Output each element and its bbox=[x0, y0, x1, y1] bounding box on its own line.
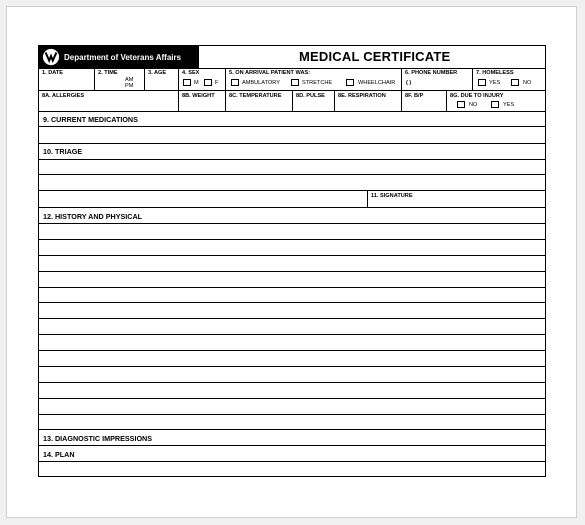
arrival-ambulatory-checkbox[interactable] bbox=[231, 79, 239, 86]
ruled-line bbox=[39, 350, 545, 351]
age-label: 3. AGE bbox=[148, 70, 167, 76]
ruled-line bbox=[39, 271, 545, 272]
respiration-field[interactable] bbox=[335, 91, 402, 112]
ruled-line bbox=[39, 174, 545, 175]
ruled-line bbox=[39, 255, 545, 256]
signature-label: 11. SIGNATURE bbox=[371, 193, 413, 199]
ruled-line bbox=[39, 366, 545, 367]
injury-label: 8G. DUE TO INJURY bbox=[450, 93, 504, 99]
sex-m-label: M bbox=[194, 80, 199, 86]
medical-certificate-form bbox=[38, 45, 546, 477]
arrival-wheelchair-checkbox[interactable] bbox=[346, 79, 354, 86]
sex-label: 4. SEX bbox=[182, 70, 200, 76]
sex-f-checkbox[interactable] bbox=[204, 79, 212, 86]
ruled-line bbox=[39, 461, 545, 462]
temperature-label: 8C. TEMPERATURE bbox=[229, 93, 282, 99]
injury-field bbox=[447, 91, 546, 112]
medications-heading: 9. CURRENT MEDICATIONS bbox=[43, 115, 138, 124]
ruled-line bbox=[39, 207, 545, 208]
va-seal-icon bbox=[42, 48, 60, 66]
pulse-field[interactable] bbox=[293, 91, 335, 112]
injury-yes-label: YES bbox=[503, 102, 515, 108]
phone-area-code: ( ) bbox=[406, 80, 412, 86]
weight-label: 8B. WEIGHT bbox=[182, 93, 215, 99]
sex-m-checkbox[interactable] bbox=[183, 79, 191, 86]
time-label: 2. TIME bbox=[98, 70, 118, 76]
injury-no-checkbox[interactable] bbox=[457, 101, 465, 108]
bp-field[interactable] bbox=[402, 91, 447, 112]
ruled-line bbox=[39, 223, 545, 224]
arrival-ambulatory-label: AMBULATORY bbox=[242, 80, 280, 86]
plan-heading: 14. PLAN bbox=[43, 450, 75, 459]
injury-yes-checkbox[interactable] bbox=[491, 101, 499, 108]
form-header bbox=[39, 46, 545, 69]
homeless-no-label: NO bbox=[523, 80, 532, 86]
allergies-label: 8A. ALLERGIES bbox=[42, 93, 85, 99]
ruled-line bbox=[39, 143, 545, 144]
ruled-line bbox=[39, 239, 545, 240]
ruled-line bbox=[39, 159, 545, 160]
date-field[interactable] bbox=[39, 68, 95, 91]
homeless-yes-checkbox[interactable] bbox=[478, 79, 486, 86]
allergies-field[interactable] bbox=[39, 91, 179, 112]
arrival-wheelchair-label: WHEELCHAIR bbox=[358, 80, 396, 86]
ruled-line bbox=[39, 382, 545, 383]
agency-banner bbox=[39, 46, 199, 68]
homeless-label: 7. HOMELESS bbox=[476, 70, 514, 76]
arrival-field bbox=[226, 68, 402, 91]
homeless-field bbox=[473, 68, 546, 91]
respiration-label: 8E. RESPIRATION bbox=[338, 93, 386, 99]
diagnostic-heading: 13. DIAGNOSTIC IMPRESSIONS bbox=[43, 434, 153, 443]
ruled-line bbox=[39, 126, 545, 127]
ruled-line bbox=[39, 429, 545, 430]
ruled-line bbox=[39, 287, 545, 288]
ruled-line bbox=[39, 445, 545, 446]
homeless-no-checkbox[interactable] bbox=[511, 79, 519, 86]
arrival-stretcher-checkbox[interactable] bbox=[291, 79, 299, 86]
arrival-stretcher-label: STRETCHE bbox=[302, 80, 333, 86]
date-label: 1. DATE bbox=[42, 70, 64, 76]
column-divider bbox=[367, 190, 368, 207]
bp-label: 8F. B/P bbox=[405, 93, 424, 99]
sex-field bbox=[179, 68, 226, 91]
history-heading: 12. HISTORY AND PHYSICAL bbox=[43, 212, 143, 221]
ruled-line bbox=[39, 318, 545, 319]
sex-f-label: F bbox=[215, 80, 219, 86]
triage-heading: 10. TRIAGE bbox=[43, 147, 83, 156]
phone-label: 6. PHONE NUMBER bbox=[405, 70, 458, 76]
pulse-label: 8D. PULSE bbox=[296, 93, 325, 99]
ruled-line bbox=[39, 190, 545, 191]
injury-no-label: NO bbox=[469, 102, 478, 108]
weight-field[interactable] bbox=[179, 91, 226, 112]
ruled-line bbox=[39, 302, 545, 303]
ruled-line bbox=[39, 334, 545, 335]
ruled-line bbox=[39, 398, 545, 399]
form-title: MEDICAL CERTIFICATE bbox=[299, 49, 451, 64]
phone-field[interactable] bbox=[402, 68, 473, 91]
age-field[interactable] bbox=[145, 68, 179, 91]
time-pm-label: PM bbox=[125, 83, 134, 89]
time-field[interactable] bbox=[95, 68, 145, 91]
temperature-field[interactable] bbox=[226, 91, 293, 112]
agency-name: Department of Veterans Affairs bbox=[64, 52, 182, 62]
homeless-yes-label: YES bbox=[489, 80, 501, 86]
time-am-label: AM bbox=[125, 77, 134, 83]
arrival-label: 5. ON ARRIVAL PATIENT WAS: bbox=[229, 70, 311, 76]
ruled-line bbox=[39, 414, 545, 415]
